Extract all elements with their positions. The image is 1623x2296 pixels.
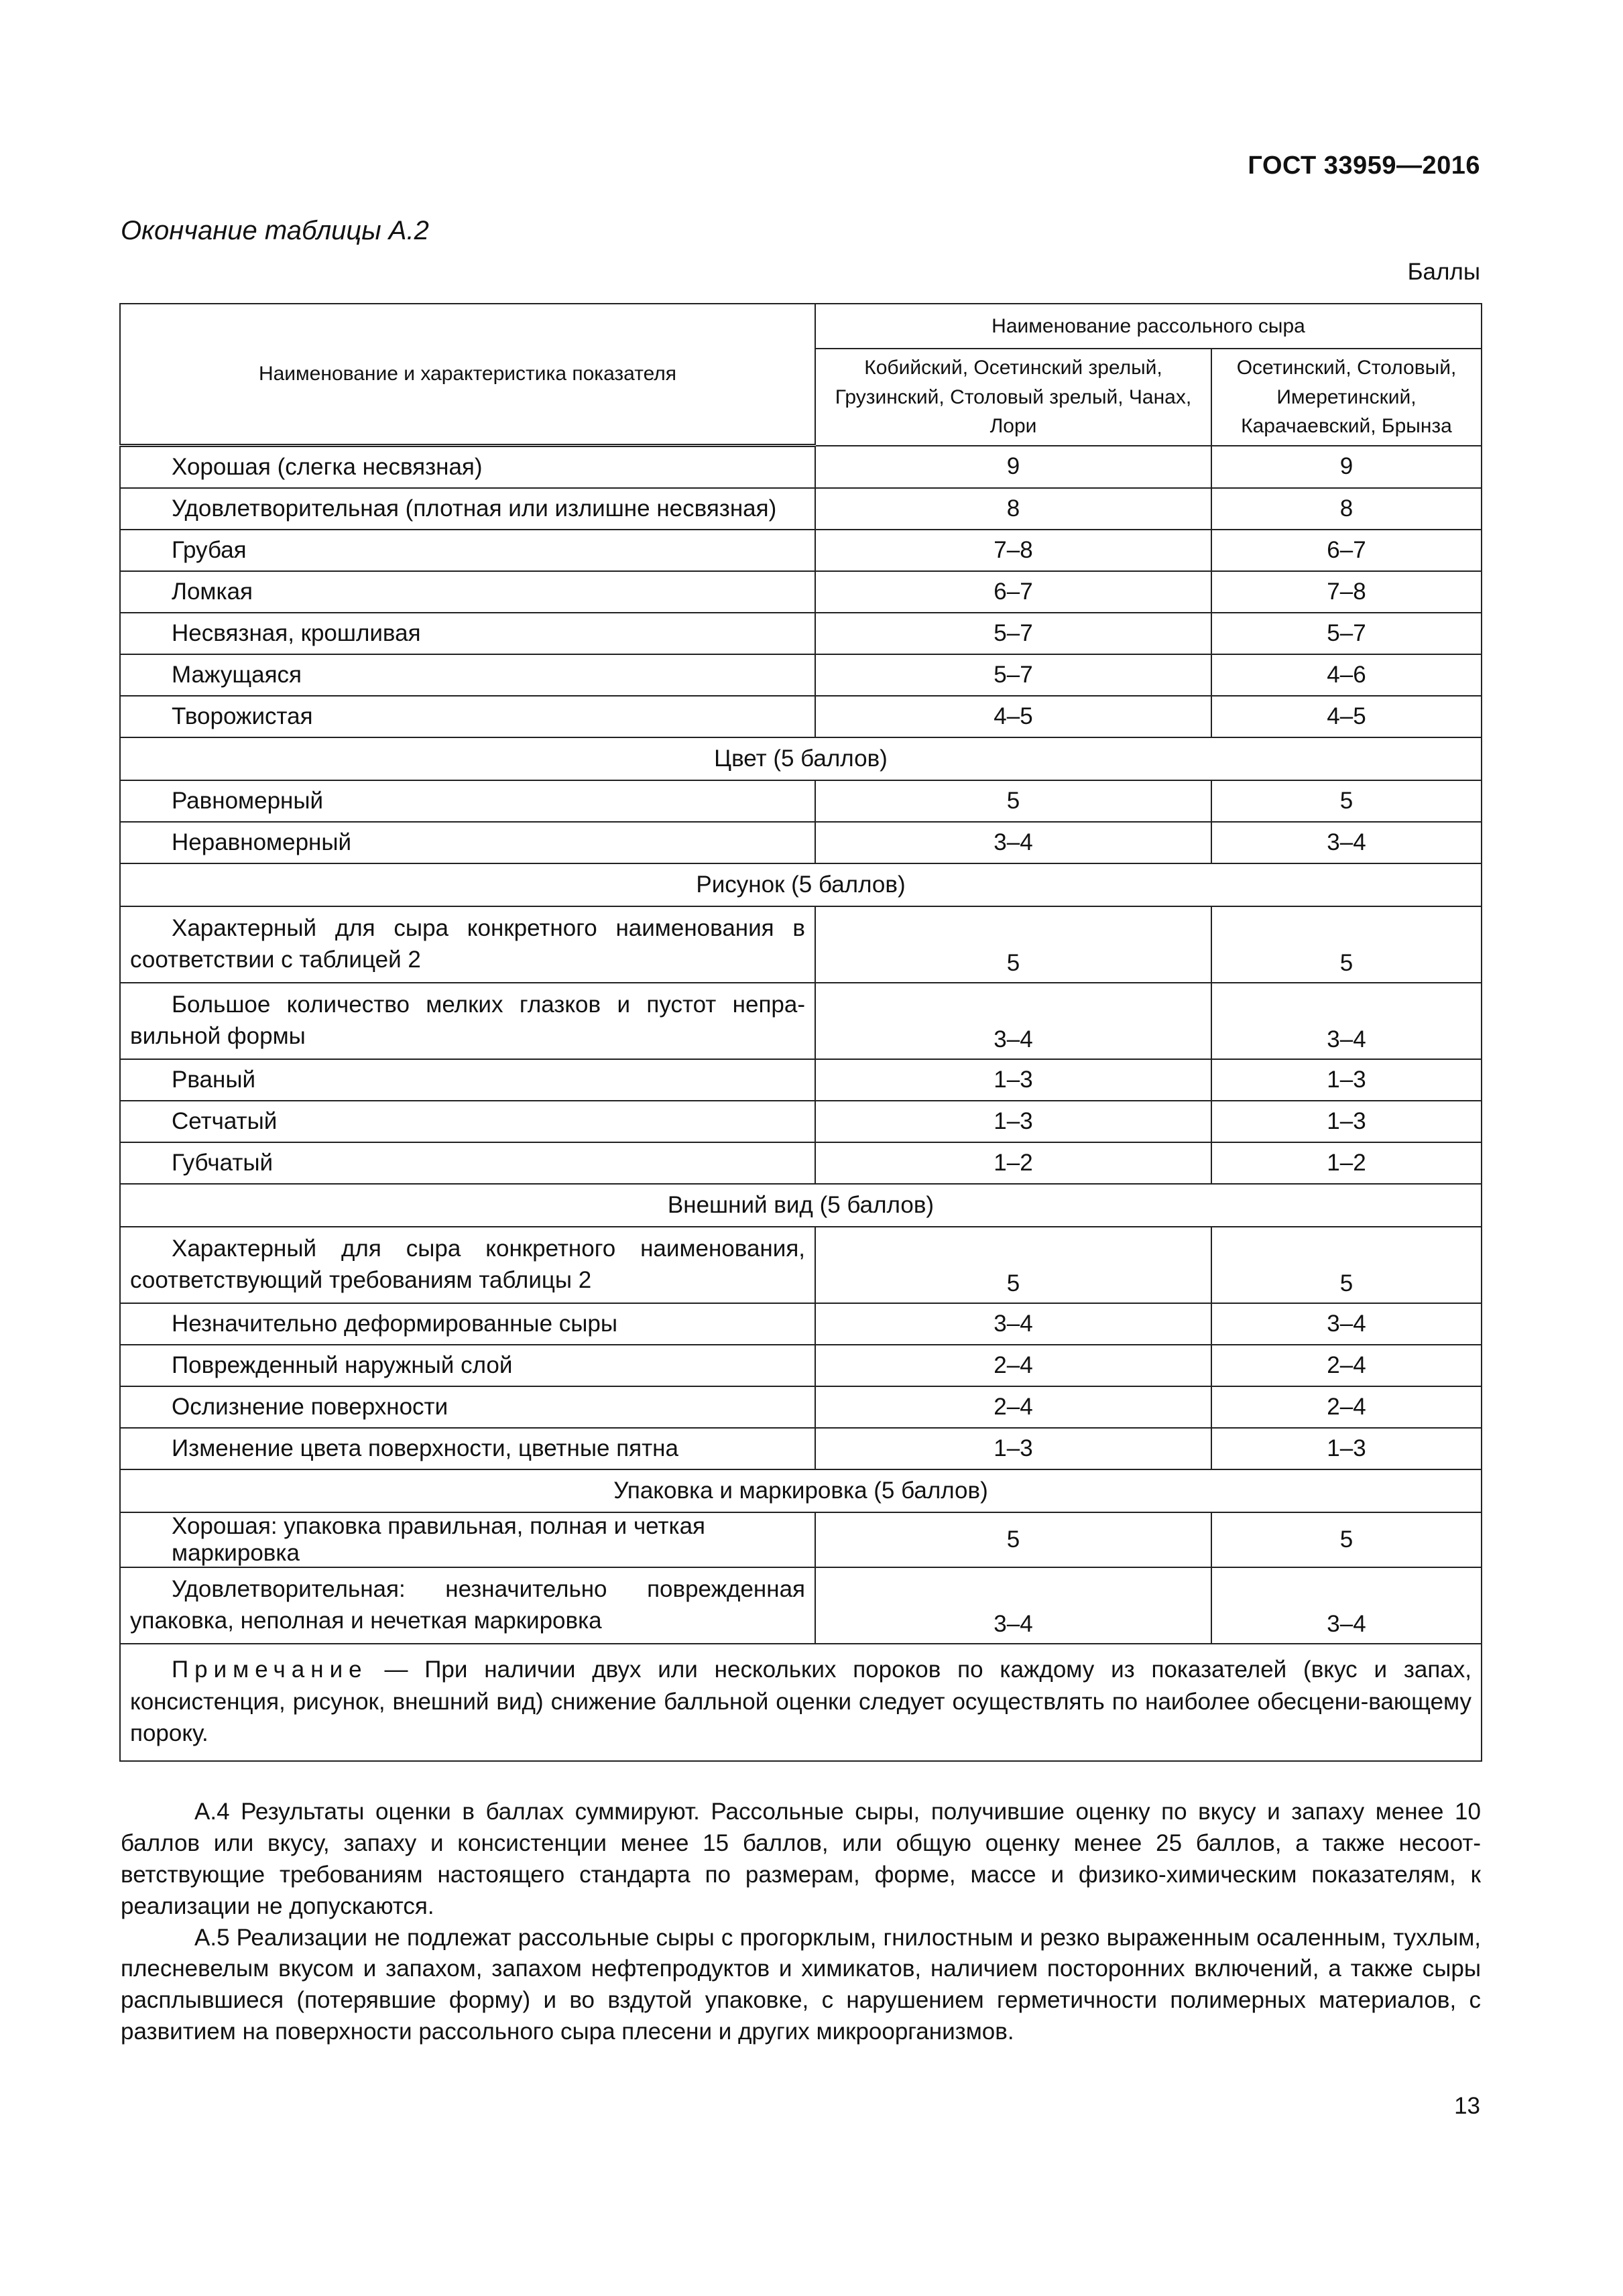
table-row xyxy=(120,822,1482,863)
note-label: Примечание xyxy=(172,1656,368,1683)
indicator-cell: Характерный для сыра конкретного наименования в соответствии с таблицей 2 xyxy=(120,906,815,983)
score-group-2-cell: 3–4 xyxy=(1211,822,1482,863)
table-row xyxy=(120,654,1482,696)
score-group-1-cell: 5 xyxy=(815,1227,1211,1303)
score-group-2-cell: 6–7 xyxy=(1211,530,1482,571)
score-group-1-cell: 1–3 xyxy=(815,1059,1211,1101)
indicator-cell: Хорошая: упаковка правильная, полная и четкая маркировка xyxy=(120,1512,815,1567)
indicator-cell: Изменение цвета поверхности, цветные пятна xyxy=(120,1428,815,1469)
score-group-2-cell: 3–4 xyxy=(1211,1303,1482,1345)
score-group-2-cell: 5 xyxy=(1211,1227,1482,1303)
indicator-cell: Равномерный xyxy=(120,780,815,822)
score-group-1-cell: 5 xyxy=(815,780,1211,822)
table-row xyxy=(120,1428,1482,1469)
document-id: ГОСТ 33959—2016 xyxy=(1248,152,1480,180)
score-group-2-cell: 5 xyxy=(1211,1512,1482,1567)
score-group-1-cell: 2–4 xyxy=(815,1345,1211,1386)
indicator-cell: Несвязная, крошливая xyxy=(120,613,815,654)
indicator-cell: Губчатый xyxy=(120,1142,815,1184)
units-label: Баллы xyxy=(1407,259,1480,285)
table-section-row xyxy=(120,1469,1482,1512)
score-group-1-cell: 1–3 xyxy=(815,1101,1211,1142)
score-group-2-cell: 3–4 xyxy=(1211,1567,1482,1644)
table-row xyxy=(120,1567,1482,1644)
table-row xyxy=(120,1142,1482,1184)
score-group-1-cell: 4–5 xyxy=(815,696,1211,737)
score-group-1-cell: 3–4 xyxy=(815,1303,1211,1345)
indicator-cell: Рваный xyxy=(120,1059,815,1101)
score-group-2-cell: 5–7 xyxy=(1211,613,1482,654)
table-row xyxy=(120,446,1482,489)
indicator-cell: Большое количество мелких глазков и пустот непра-вильной формы xyxy=(120,983,815,1059)
score-group-1-cell: 1–3 xyxy=(815,1428,1211,1469)
table-row xyxy=(120,983,1482,1059)
paragraph-a4: А.4 Результаты оценки в баллах суммируют. Рассольные сыры, получившие оценку по вкусу и запаху менее 10 баллов или вкусу, запаху и консистенции менее 15 баллов, или общую оценку менее 25 баллов, а также несоот-ветствующие требованиям настоящего стандарта по размерам, форме, массе и физико-химическим показателям, к реализации не допускаются. xyxy=(121,1799,1481,1919)
score-group-1-cell: 8 xyxy=(815,488,1211,530)
table-row xyxy=(120,780,1482,822)
table-caption: Окончание таблицы А.2 xyxy=(121,216,429,245)
score-group-1-cell: 2–4 xyxy=(815,1386,1211,1428)
table-row xyxy=(120,696,1482,737)
indicator-cell: Мажущаяся xyxy=(120,654,815,696)
score-group-1-cell: 3–4 xyxy=(815,1567,1211,1644)
section-title: Цвет (5 баллов) xyxy=(120,737,1482,780)
score-group-2-cell: 7–8 xyxy=(1211,571,1482,613)
score-group-2-cell: 2–4 xyxy=(1211,1386,1482,1428)
score-group-1-cell: 3–4 xyxy=(815,822,1211,863)
body-text xyxy=(121,1797,1481,2048)
indicator-cell: Сетчатый xyxy=(120,1101,815,1142)
score-group-1-cell: 5 xyxy=(815,1512,1211,1567)
table-note xyxy=(120,1644,1482,1761)
indicator-cell: Незначительно деформированные сыры xyxy=(120,1303,815,1345)
score-group-2-cell: 1–3 xyxy=(1211,1059,1482,1101)
table-section-row xyxy=(120,737,1482,780)
col-header-cheese-group-2: Осетинский, Столовый, Имеретинский, Карачаевский, Брынза xyxy=(1211,349,1482,446)
section-title: Внешний вид (5 баллов) xyxy=(120,1184,1482,1227)
score-group-1-cell: 5–7 xyxy=(815,654,1211,696)
section-title: Упаковка и маркировка (5 баллов) xyxy=(120,1469,1482,1512)
score-group-1-cell: 5 xyxy=(815,906,1211,983)
score-group-2-cell: 5 xyxy=(1211,780,1482,822)
score-group-2-cell: 1–3 xyxy=(1211,1101,1482,1142)
indicator-cell: Неравномерный xyxy=(120,822,815,863)
indicator-cell: Удовлетворительная: незначительно поврежденная упаковка, неполная и нечеткая маркировка xyxy=(120,1567,815,1644)
score-group-2-cell: 8 xyxy=(1211,488,1482,530)
table-row xyxy=(120,1345,1482,1386)
table-row xyxy=(120,1227,1482,1303)
indicator-cell: Хорошая (слегка несвязная) xyxy=(120,446,815,489)
indicator-cell: Ломкая xyxy=(120,571,815,613)
table-row xyxy=(120,906,1482,983)
score-group-2-cell: 1–2 xyxy=(1211,1142,1482,1184)
indicator-cell: Грубая xyxy=(120,530,815,571)
paragraph-a5: А.5 Реализации не подлежат рассольные сыры с прогорклым, гнилостным и резко выраженным осаленным, тухлым, плесневелым вкусом и запахом, запахом нефтепродуктов и химикатов, наличием посторонних включений, а также сыры расплывшиеся (потерявшие форму) и во вздутой упаковке, с нарушением герметичности полимерных материалов, с развитием на поверхности рассольного сыра плесени и других микроорганизмов. xyxy=(121,1924,1481,2045)
score-group-1-cell: 1–2 xyxy=(815,1142,1211,1184)
table-row xyxy=(120,1303,1482,1345)
scores-table xyxy=(119,303,1482,1762)
score-group-1-cell: 6–7 xyxy=(815,571,1211,613)
group-header-cheese: Наименование рассольного сыра xyxy=(815,304,1482,349)
score-group-2-cell: 2–4 xyxy=(1211,1345,1482,1386)
table-section-row xyxy=(120,1184,1482,1227)
score-group-2-cell: 4–5 xyxy=(1211,696,1482,737)
col-header-cheese-group-1: Кобийский, Осетинский зрелый, Грузинский, Столовый зрелый, Чанах, Лори xyxy=(815,349,1211,446)
table-row xyxy=(120,1059,1482,1101)
section-title: Рисунок (5 баллов) xyxy=(120,863,1482,906)
table-row xyxy=(120,613,1482,654)
score-group-1-cell: 3–4 xyxy=(815,983,1211,1059)
indicator-cell: Характерный для сыра конкретного наименования, соответствующий требованиям таблицы 2 xyxy=(120,1227,815,1303)
score-group-2-cell: 1–3 xyxy=(1211,1428,1482,1469)
table-row xyxy=(120,571,1482,613)
table-body xyxy=(120,446,1482,1644)
table-row xyxy=(120,1512,1482,1567)
indicator-cell: Ослизнение поверхности xyxy=(120,1386,815,1428)
indicator-cell: Творожистая xyxy=(120,696,815,737)
table-row xyxy=(120,530,1482,571)
indicator-cell: Поврежденный наружный слой xyxy=(120,1345,815,1386)
score-group-1-cell: 9 xyxy=(815,446,1211,489)
score-group-2-cell: 9 xyxy=(1211,446,1482,489)
note-text: — При наличии двух или нескольких пороков по каждому из показателей (вкус и запах, консистенция, рисунок, внешний вид) снижение балльной оценки следует осуществлять по наиболее обесцени-вающему пороку. xyxy=(130,1656,1471,1747)
col-header-indicator: Наименование и характеристика показателя xyxy=(120,304,815,446)
score-group-2-cell: 4–6 xyxy=(1211,654,1482,696)
table-row xyxy=(120,1101,1482,1142)
indicator-cell: Удовлетворительная (плотная или излишне несвязная) xyxy=(120,488,815,530)
score-group-2-cell: 5 xyxy=(1211,906,1482,983)
table-section-row xyxy=(120,863,1482,906)
page-number: 13 xyxy=(1454,2093,1480,2119)
table-row xyxy=(120,1386,1482,1428)
score-group-1-cell: 5–7 xyxy=(815,613,1211,654)
score-group-2-cell: 3–4 xyxy=(1211,983,1482,1059)
table-row xyxy=(120,488,1482,530)
score-group-1-cell: 7–8 xyxy=(815,530,1211,571)
